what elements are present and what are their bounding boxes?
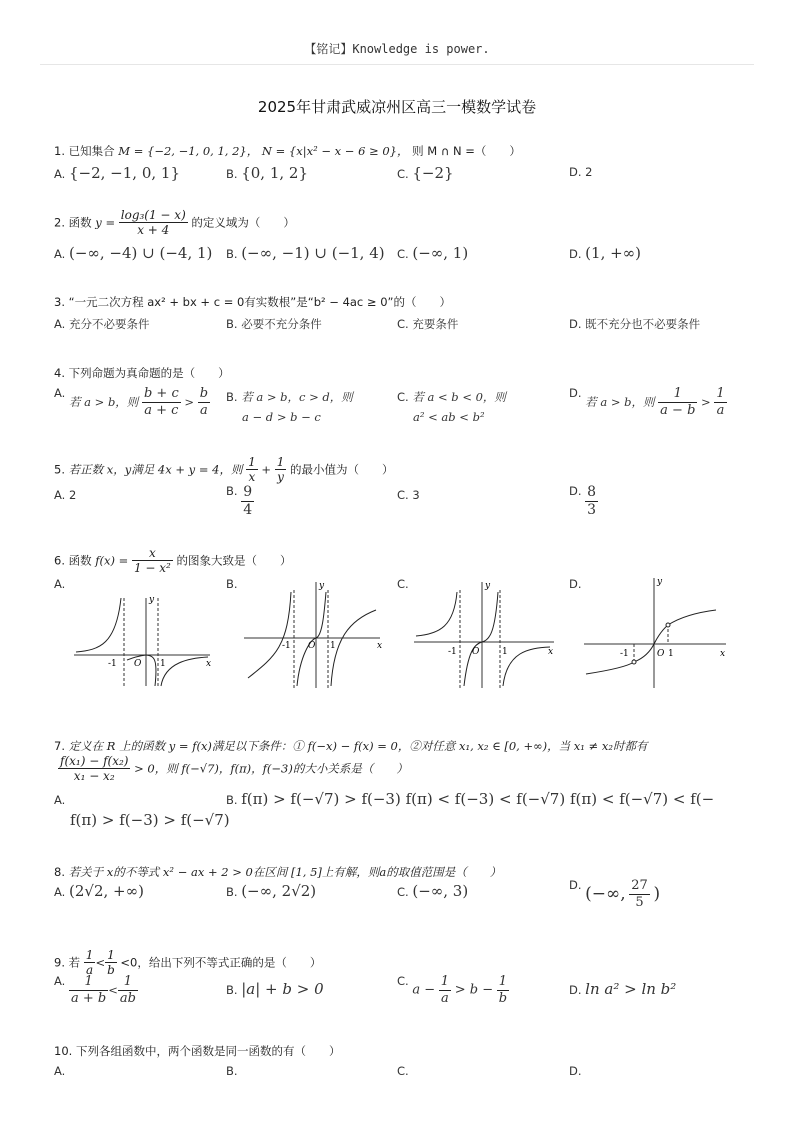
option-label: D. (569, 983, 582, 997)
q10-number: 10. (54, 1044, 73, 1058)
q8-stem: 若关于 x的不等式 x² − ax + 2 > 0在区间 [1, 5]上有解，则a的取值范围是（ ） (68, 865, 502, 879)
option-label: C. (397, 167, 409, 181)
option-text: 若 a > b，c > d，则 (241, 390, 353, 404)
q3-option-b[interactable] (226, 316, 322, 332)
option-label: D. (569, 484, 582, 498)
q4-number: 4. (54, 366, 65, 380)
curve-right (331, 610, 376, 686)
option-label: D. (569, 386, 582, 400)
option-text: {−2} (412, 164, 454, 182)
denominator: a (441, 990, 449, 1006)
denominator: a + c (144, 402, 179, 418)
x-label: x (720, 649, 726, 659)
numerator: 1 (105, 948, 117, 963)
option-label: C. (397, 317, 409, 331)
option-text: > b − (454, 982, 494, 998)
option-text: 必要不充分条件 (241, 317, 322, 331)
origin-label: O (657, 649, 665, 659)
denominator: b (107, 963, 115, 978)
option-label: B. (226, 167, 238, 181)
tick-neg: -1 (282, 641, 291, 651)
denominator: a + b (70, 990, 107, 1006)
option-label: A. (54, 167, 66, 181)
numerator: 27 (631, 878, 648, 893)
option-label: D. (569, 317, 582, 331)
denominator: 5 (635, 894, 644, 910)
q6-option-d[interactable]: D. (569, 577, 582, 591)
question-3 (54, 294, 451, 310)
q3-number: 3. (54, 295, 65, 309)
tick-pos: 1 (668, 649, 674, 659)
denominator: b (498, 990, 508, 1006)
option-text: a − (412, 982, 436, 998)
option-label: A. (54, 386, 66, 400)
numerator: b + c (143, 386, 179, 401)
numerator: 1 (118, 974, 138, 991)
option-label: B. (226, 885, 238, 899)
q1-option-c[interactable] (397, 164, 454, 182)
q10-stem: 下列各组函数中，两个函数是同一函数的有（ ） (75, 1044, 341, 1058)
tick-pos: 1 (330, 641, 336, 651)
option-text: 若 a < b < 0，则 (412, 390, 506, 404)
operator: > (184, 395, 195, 410)
operator: > (701, 395, 711, 410)
option-label: B. (226, 793, 238, 807)
curve (586, 610, 716, 674)
q9-option-c[interactable] (397, 974, 509, 1006)
header-divider (40, 64, 754, 65)
q1-set-n: N = {x|x² − x − 6 ≥ 0}， (261, 144, 409, 158)
option-label: A. (54, 247, 66, 261)
option-text: (2√2, +∞) (68, 882, 144, 900)
graph-c (410, 576, 560, 691)
option-text: {0, 1, 2} (241, 164, 308, 182)
x-label: x (548, 647, 554, 657)
q6-fx: f(x) = (95, 553, 129, 568)
q4-option-c[interactable] (397, 387, 506, 427)
fraction (69, 974, 108, 1006)
tick-neg: -1 (108, 659, 117, 669)
numerator: 1 (276, 455, 285, 469)
q4-option-b[interactable] (226, 387, 353, 427)
option-text: f(π) > f(−3) > f(−√7) (70, 811, 230, 829)
fraction (142, 386, 181, 418)
fraction (275, 455, 287, 485)
tick-neg: -1 (448, 647, 457, 657)
option-label: D. (569, 247, 582, 261)
option-label: C. (397, 488, 409, 502)
q5-option-c[interactable] (397, 488, 420, 502)
open-point-right (666, 623, 670, 627)
fraction (585, 484, 598, 519)
denominator: x (248, 470, 256, 485)
option-text: (−∞, 1) (412, 244, 469, 262)
option-text: 3 (412, 488, 420, 502)
q3-stem: “一元二次方程 ax² + bx + c = 0有实数根”是“b² − 4ac ≥ 0”的（ ） (68, 295, 451, 309)
denominator: y (277, 470, 284, 485)
option-text: (−∞, 2√2) (241, 882, 317, 900)
numerator: 1 (658, 386, 697, 403)
q1-stem-b: 则 M ∩ N =（ ） (412, 144, 521, 158)
denominator: ab (119, 990, 136, 1006)
question-5 (54, 455, 394, 485)
denominator: a (716, 402, 725, 418)
q2-option-c[interactable] (397, 244, 468, 262)
question-1 (54, 143, 521, 159)
numerator: 1 (497, 974, 509, 991)
curve-middle (127, 655, 156, 686)
tick-pos: 1 (502, 647, 508, 657)
q1-option-d[interactable] (569, 165, 593, 179)
option-text: (1, +∞) (585, 244, 642, 262)
q8-option-a[interactable] (54, 882, 144, 900)
q10-option-a[interactable]: A. (54, 1064, 66, 1078)
fraction (497, 974, 509, 1006)
q8-option-d[interactable] (569, 878, 660, 910)
q10-option-b[interactable]: B. (226, 1064, 238, 1078)
option-text: (−∞, (585, 884, 626, 905)
question-4 (54, 365, 230, 381)
y-label: y (319, 581, 325, 591)
option-text: f(π) > f(−√7) > f(−3) f(π) < f(−3) < f(−√7) f(π) < f(−√7) < f(− (241, 790, 715, 808)
option-label: B. (226, 983, 238, 997)
q6-stem-b: 的图象大致是（ ） (176, 553, 292, 568)
operator: < (108, 983, 118, 998)
q7-option-wrap[interactable] (70, 811, 230, 829)
q2-stem-a: 函数 (68, 215, 92, 230)
q10-option-d[interactable]: D. (569, 1064, 582, 1078)
q2-stem-b: 的定义域为（ ） (191, 215, 295, 230)
option-label: B. (226, 484, 238, 498)
option-text: 2 (585, 165, 593, 179)
option-label: A. (54, 974, 66, 988)
graph-d (582, 572, 732, 690)
q2-option-b[interactable] (226, 244, 385, 262)
operator: + (261, 462, 272, 477)
option-label: A. (54, 488, 66, 502)
option-text: 若 a > b，则 (68, 395, 139, 410)
fraction (439, 974, 451, 1006)
denominator: x + 4 (137, 223, 170, 238)
q6-option-a[interactable]: A. (54, 577, 66, 591)
q5-number: 5. (54, 462, 65, 477)
q7-option-a[interactable]: A. (54, 793, 66, 807)
q2-fraction (119, 208, 188, 238)
q4-option-a[interactable] (54, 386, 210, 418)
curve-left (76, 598, 121, 652)
numerator: x (132, 546, 173, 561)
option-text: |a| + b > 0 (241, 980, 324, 998)
q7-line1: 定义在 R 上的函数 y = f(x)满足以下条件：① f(−x) − f(x) = 0，②对任意 x₁, x₂ ∈ [0, +∞)，当 x₁ ≠ x₂时都有 (68, 739, 648, 753)
q6-stem-a: 函数 (68, 553, 92, 568)
q4-stem: 下列命题为真命题的是（ ） (68, 366, 230, 380)
fraction (241, 484, 254, 519)
q2-option-d[interactable] (569, 244, 641, 262)
tick-pos: 1 (160, 659, 166, 669)
option-label: A. (54, 885, 66, 899)
fraction (629, 878, 650, 910)
q5-option-d[interactable] (569, 484, 598, 519)
question-7 (54, 738, 647, 754)
numerator: log₃(1 − x) (120, 208, 186, 222)
option-text: 充要条件 (412, 317, 459, 331)
curve-middle (464, 592, 498, 686)
y-label: y (149, 595, 155, 605)
option-text: 充分不必要条件 (68, 317, 150, 331)
q9-number: 9. (54, 955, 65, 970)
fraction (118, 974, 138, 1006)
option-label: B. (226, 317, 238, 331)
fraction (658, 386, 697, 418)
fraction (132, 546, 173, 576)
q1-number: 1. (54, 144, 65, 158)
q7-option-b[interactable] (226, 790, 714, 808)
fraction (246, 455, 258, 485)
option-text: ln a² > ln b² (585, 980, 677, 998)
q5-stem-a: 若正数 x，y满足 4x + y = 4，则 (68, 462, 243, 477)
option-text: a² < ab < b² (413, 410, 485, 424)
q2-number: 2. (54, 215, 65, 230)
q2-y: y = (95, 215, 116, 230)
numerator: 1 (85, 948, 94, 962)
q9-stem-a: 若 (68, 955, 81, 970)
option-text: (−∞, 3) (412, 882, 469, 900)
q1-option-b[interactable] (226, 164, 308, 182)
q6-number: 6. (54, 553, 65, 568)
q9-option-b[interactable] (226, 980, 324, 998)
question-8 (54, 864, 501, 880)
q1-stem-a: 已知集合 (68, 144, 115, 158)
numerator: 8 (587, 484, 597, 500)
option-label: C. (397, 974, 409, 988)
denominator: a − b (660, 402, 696, 418)
option-text: (−∞, −4) ∪ (−4, 1) (68, 244, 213, 262)
curve-left (416, 592, 457, 636)
option-label: C. (397, 247, 409, 261)
fraction (714, 386, 726, 418)
y-label: y (657, 577, 663, 587)
curve-middle (297, 592, 326, 686)
origin-label: O (308, 641, 316, 651)
q1-set-m: M = {−2, −1, 0, 1, 2}， (118, 144, 259, 158)
option-label: A. (54, 317, 66, 331)
exam-title: 2025年甘肃武威凉州区高三一模数学试卷 (257, 98, 537, 116)
q9-option-a[interactable] (54, 974, 138, 1006)
curve-right (503, 647, 550, 686)
option-text: (−∞, −1) ∪ (−1, 4) (241, 244, 385, 262)
question-2 (54, 208, 295, 238)
q8-option-b[interactable] (226, 882, 316, 900)
option-label: B. (226, 390, 238, 404)
q3-option-c[interactable] (397, 316, 458, 332)
q5-option-a[interactable] (54, 488, 76, 502)
question-6 (54, 546, 292, 576)
curve-left (248, 592, 291, 678)
denominator: 3 (587, 501, 597, 518)
q3-option-d[interactable] (569, 316, 700, 332)
q9-stem-b: <0，给出下列不等式正确的是（ ） (120, 955, 322, 970)
option-text: ) (653, 884, 661, 905)
q6-option-c[interactable]: C. (397, 577, 409, 591)
option-label: D. (569, 165, 582, 179)
q8-number: 8. (54, 865, 65, 879)
numerator: b (199, 386, 209, 401)
numerator: 1 (69, 974, 108, 991)
numerator: 1 (440, 974, 450, 989)
option-label: C. (397, 885, 409, 899)
tick-neg: -1 (620, 649, 629, 659)
option-text: {−2, −1, 0, 1} (68, 164, 180, 182)
denominator: 4 (243, 501, 253, 518)
denominator: x₁ − x₂ (73, 769, 115, 784)
option-text: a − d > b − c (242, 410, 321, 424)
graph-b (240, 576, 390, 691)
numerator: 1 (248, 455, 256, 469)
denominator: 1 − x² (133, 561, 171, 576)
open-point-left (632, 660, 636, 664)
numerator: f(x₁) − f(x₂) (60, 754, 129, 768)
origin-label: O (134, 659, 142, 669)
q8-option-c[interactable] (397, 882, 468, 900)
numerator: 9 (243, 484, 253, 500)
q3-option-a[interactable] (54, 316, 149, 332)
q5-option-b[interactable] (226, 484, 254, 519)
fraction (58, 754, 130, 784)
option-label: B. (226, 247, 238, 261)
denominator: a (199, 402, 208, 418)
x-label: x (377, 641, 383, 651)
y-label: y (485, 581, 491, 591)
q6-option-b[interactable]: B. (226, 577, 238, 591)
q1-option-a[interactable] (54, 164, 180, 182)
q2-option-a[interactable] (54, 244, 212, 262)
numerator: 1 (716, 386, 725, 401)
option-text: 若 a > b，则 (585, 395, 655, 410)
page-header: 【铭记】Knowledge is power. (304, 42, 490, 56)
x-label: x (206, 659, 212, 669)
origin-label: O (472, 647, 480, 657)
operator: < (95, 955, 106, 970)
question-7-line2 (58, 754, 408, 784)
q7-line2: > 0，则 f(−√7)，f(π)，f(−3)的大小关系是（ ） (134, 761, 408, 776)
fraction (198, 386, 210, 418)
q7-number: 7. (54, 739, 65, 753)
option-label: C. (397, 390, 409, 404)
curve-right (161, 657, 208, 686)
q5-stem-b: 的最小值为（ ） (290, 462, 394, 477)
denominator: a (86, 963, 94, 978)
q9-option-d[interactable] (569, 980, 676, 998)
option-label: D. (569, 878, 582, 892)
q10-option-c[interactable]: C. (397, 1064, 409, 1078)
question-10 (54, 1043, 340, 1059)
option-text: 2 (68, 488, 77, 502)
graph-a (70, 590, 220, 690)
q4-option-d[interactable] (569, 386, 727, 418)
option-text: 既不充分也不必要条件 (585, 317, 701, 331)
